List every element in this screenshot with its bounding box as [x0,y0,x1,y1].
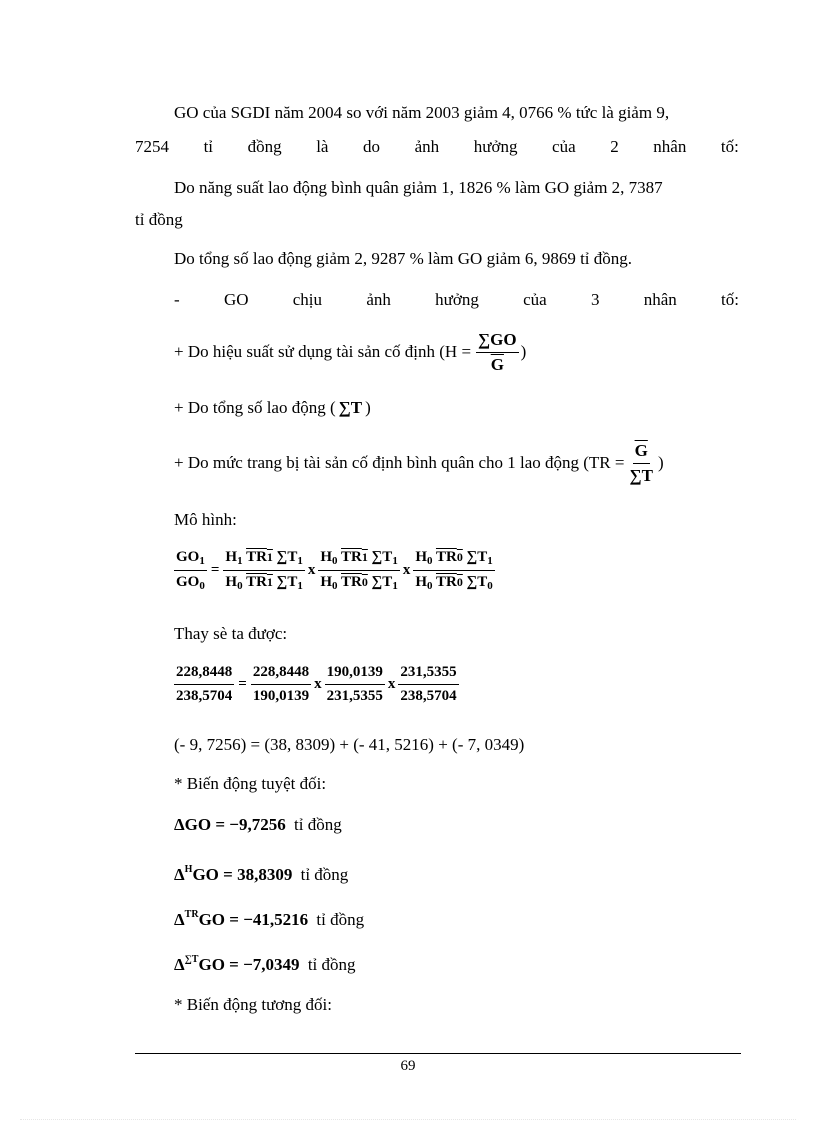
factor-h-denominator: G [490,354,504,374]
word: 3 [590,290,600,309]
delta-symbol: Δ [174,910,185,929]
model-factor-2-numerator [318,549,399,571]
term-sub: 1 [266,575,273,589]
factor-tr-denominator: ∑T [629,465,653,485]
delta-symbol: Δ [174,955,185,974]
term-sub: 1 [266,550,273,564]
factor-h-fraction [476,331,519,374]
word: 7254 [135,137,169,156]
word: chịu [292,290,323,309]
term-sub: 1 [487,555,493,567]
word: hưởng [473,137,518,156]
term-sub: 1 [361,550,368,564]
term-sub: 1 [392,555,398,567]
term: H [320,549,333,565]
model-factor-3-numerator [413,549,494,571]
word: đồng [247,137,282,156]
term-sub: 0 [426,580,433,592]
term: ∑T [276,549,298,565]
absolute-expression: GO = −7,0349 [198,955,300,974]
delta-superscript: H [184,864,193,875]
substitution-factor-2-fraction [325,664,385,705]
factor-tr-prefix: + Do mức trang bị tài sản cố định bình quân cho 1 lao động (TR = [174,453,625,472]
term: ∑T [371,574,393,590]
substitution-factor-1-fraction [251,664,311,705]
substitution-factor-3-denominator: 238,5704 [400,688,457,704]
word: của [523,290,547,309]
term: ∑T [276,574,298,590]
substitution-times-sign-1: x [314,676,322,692]
model-lhs-numerator [174,549,207,571]
paragraph-1-line-1: GO của SGDI năm 2004 so với năm 2003 giảm 4, 0766 % tức là giảm 9, [174,103,670,122]
term-sub: 0 [487,580,493,592]
term-sub: 1 [392,580,398,592]
substitution-equation [174,664,459,705]
model-factor-2-fraction [318,549,399,592]
term: H [415,574,427,590]
term-sub: 0 [332,555,338,567]
delta-superscript: ∑T [184,954,199,965]
term: H [225,574,238,590]
model-times-sign-1: x [307,562,316,578]
word: 2 [610,137,619,156]
term-sub: 0 [332,580,338,592]
word: là [316,137,329,156]
substitution-lhs-denominator: 238,5704 [176,688,233,704]
term: H [415,549,427,565]
substitution-factor-1-numerator: 228,8448 [251,664,311,685]
term-sub: 0 [361,575,368,589]
delta-symbol: Δ [174,865,185,884]
word: do [363,137,381,156]
term-sub: 1 [297,555,303,567]
term: H [320,574,333,590]
word: của [552,137,576,156]
word: GO [223,290,249,309]
footer-divider [135,1053,741,1054]
substitution-factor-3-fraction [398,664,458,705]
term: $\overline{TR}$ [341,574,362,590]
absolute-expression: GO = −9,7256 [184,815,286,834]
term: $\overline{TR}$ [246,574,267,590]
paragraph-2-line-1: Do năng suất lao động bình quân giảm 1, 1826 % làm GO giảm 2, 7387 [174,178,663,197]
absolute-unit: tỉ đồng [300,865,349,884]
substitution-equals-sign: = [238,676,247,692]
word: tỉ [203,137,214,156]
substitution-label: Thay sè ta được: [174,624,288,643]
factor-h-prefix: + Do hiệu suất sử dụng tài sản cố định (H = [174,342,472,361]
term-sub: 0 [456,550,463,564]
page-number: 69 [400,1058,416,1074]
absolute-unit: tỉ đồng [294,815,342,834]
term: $\overline{TR}$ [435,574,457,590]
absolute-row-total [174,815,342,835]
model-equation [174,549,495,592]
model-factor-1-numerator [223,549,304,571]
term-sub: 1 [237,555,243,567]
term-sub: 0 [426,555,433,567]
absolute-row-tr [174,905,364,930]
delta-superscript: TR [184,909,199,920]
factor-t [174,398,371,418]
word: nhân [653,137,687,156]
substitution-lhs-fraction [174,664,234,705]
factor-t-suffix: ) [365,398,371,417]
factor-h [174,330,526,374]
model-factor-1-denominator [223,571,304,592]
factor-tr-suffix: ) [657,453,664,472]
model-times-sign-2: x [402,562,411,578]
delta-symbol: Δ [174,815,185,834]
absolute-unit: tỉ đồng [307,955,356,974]
word: tố: [721,290,739,309]
term-sub: 0 [237,580,243,592]
term: ∑T [466,574,488,590]
sum-line: (- 9, 7256) = (38, 8309) + (- 41, 5216) + (- 7, 0349) [174,735,525,754]
absolute-row-t [174,950,356,975]
word: ảnh [414,137,440,156]
substitution-lhs-numerator: 228,8448 [174,664,234,685]
model-lhs-num-text: GO [176,549,200,565]
absolute-label: * Biến động tuyệt đối: [174,774,327,793]
substitution-times-sign-2: x [387,676,396,692]
factor-tr [174,438,664,488]
factor-h-numerator: ∑GO [476,331,519,353]
word: - [174,290,180,309]
term: $\overline{TR}$ [246,549,267,565]
word: ảnh [366,290,391,309]
model-factor-3-fraction [413,549,494,592]
absolute-expression: GO = 38,8309 [192,865,293,884]
factor-tr-fraction [627,442,654,485]
term: ∑T [466,549,488,565]
term-sub: 0 [456,575,463,589]
term: $\overline{TR}$ [435,549,457,565]
factor-tr-numerator: $\overline{G}$ [633,442,650,464]
substitution-factor-1-denominator: 190,0139 [252,688,310,704]
term: $\overline{TR}$ [341,549,362,565]
term: H [225,549,238,565]
word: tố: [720,137,739,156]
model-lhs-denominator [174,571,207,592]
word: hưởng [435,290,479,309]
model-factor-1-fraction [223,549,304,592]
absolute-row-h [174,860,348,885]
term-sub: 1 [297,580,303,592]
term: ∑T [371,549,393,565]
paragraph-1-line-2 [135,137,739,157]
absolute-expression: GO = −41,5216 [198,910,309,929]
factor-t-symbol: ∑T [338,398,363,417]
factor-h-suffix: ) [520,342,527,361]
model-lhs-fraction [174,549,207,592]
paragraph-4 [174,290,739,310]
model-label: Mô hình: [174,510,237,529]
factor-t-prefix: + Do tổng số lao động ( [174,398,336,417]
model-lhs-num-sub: 1 [199,555,205,567]
paragraph-2-line-2: tỉ đồng [135,210,183,229]
relative-label: * Biến động tương đối: [174,995,332,1014]
page-bottom-border [20,1119,796,1120]
absolute-unit: tỉ đồng [316,910,365,929]
substitution-factor-3-numerator: 231,5355 [398,664,458,685]
model-equals-sign: = [210,562,220,578]
model-lhs-den-text: GO [176,574,200,590]
paragraph-3: Do tổng số lao động giảm 2, 9287 % làm GO giảm 6, 9869 tỉ đồng. [174,249,633,268]
model-lhs-den-sub: 0 [199,580,205,592]
substitution-factor-2-denominator: 231,5355 [326,688,383,704]
model-factor-2-denominator [318,571,399,592]
substitution-factor-2-numerator: 190,0139 [325,664,385,685]
model-factor-3-denominator [413,571,494,592]
word: nhân [643,290,677,309]
